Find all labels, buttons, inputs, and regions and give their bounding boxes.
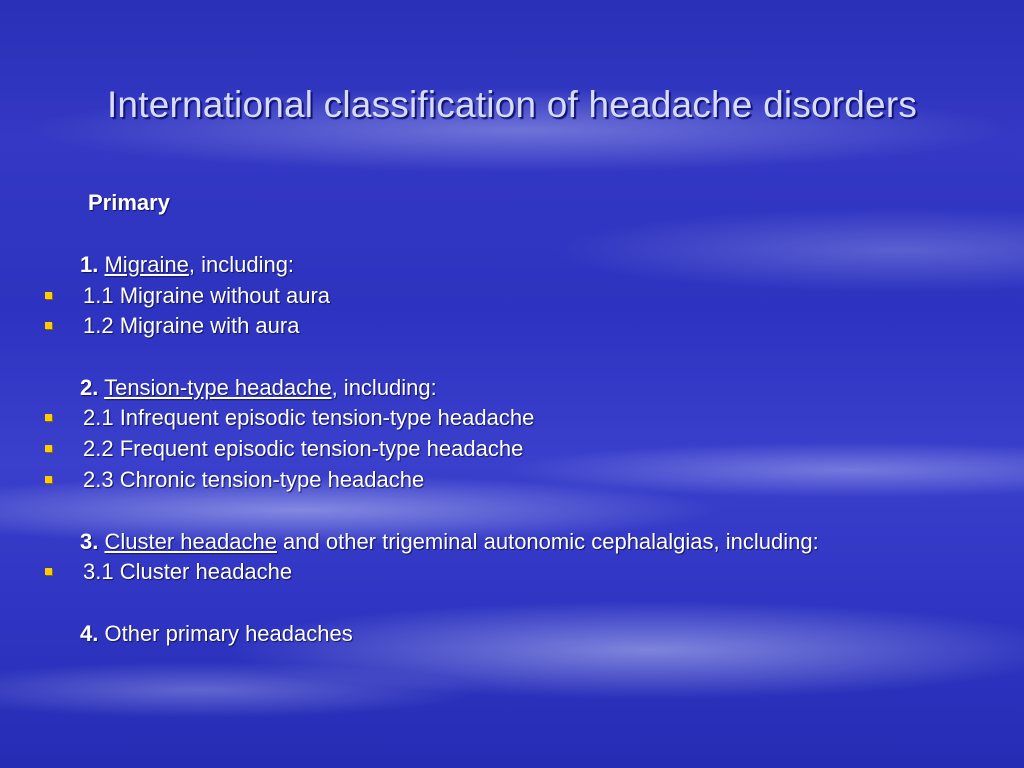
section-3-number: 3. [80, 529, 99, 554]
section-1-suffix: , including: [188, 252, 295, 277]
square-bullet-icon [45, 445, 52, 452]
section-3-suffix: and other trigeminal autonomic cephalalgias, including: [276, 529, 819, 554]
section-2-heading [80, 375, 437, 401]
primary-heading: Primary [88, 190, 170, 215]
section-2-suffix: , including: [331, 375, 437, 400]
section-1-topic: Migraine [104, 252, 189, 277]
section-4-number: 4. [80, 621, 99, 646]
section-4-topic: Other primary headaches [104, 621, 353, 646]
list-item: 2.2 Frequent episodic tension-type headache [83, 436, 524, 461]
section-1-number: 1. [80, 252, 99, 277]
square-bullet-icon [45, 476, 52, 483]
section-3-heading [80, 529, 819, 555]
square-bullet-icon [45, 568, 52, 575]
list-item: 1.1 Migraine without aura [83, 283, 331, 308]
section-3-topic: Cluster headache [104, 529, 277, 554]
list-item: 2.3 Chronic tension-type headache [83, 467, 425, 492]
slide-title: International classification of headache disorders [106, 84, 918, 125]
list-item: 2.1 Infrequent episodic tension-type headache [83, 405, 535, 430]
list-item: 1.2 Migraine with aura [83, 313, 300, 338]
section-4-heading [80, 621, 353, 647]
list-item: 3.1 Cluster headache [83, 559, 293, 584]
section-1-heading [80, 252, 294, 278]
square-bullet-icon [45, 414, 52, 421]
square-bullet-icon [45, 292, 52, 299]
section-2-number: 2. [80, 375, 99, 400]
square-bullet-icon [45, 322, 52, 329]
section-2-topic: Tension-type headache [104, 375, 332, 400]
